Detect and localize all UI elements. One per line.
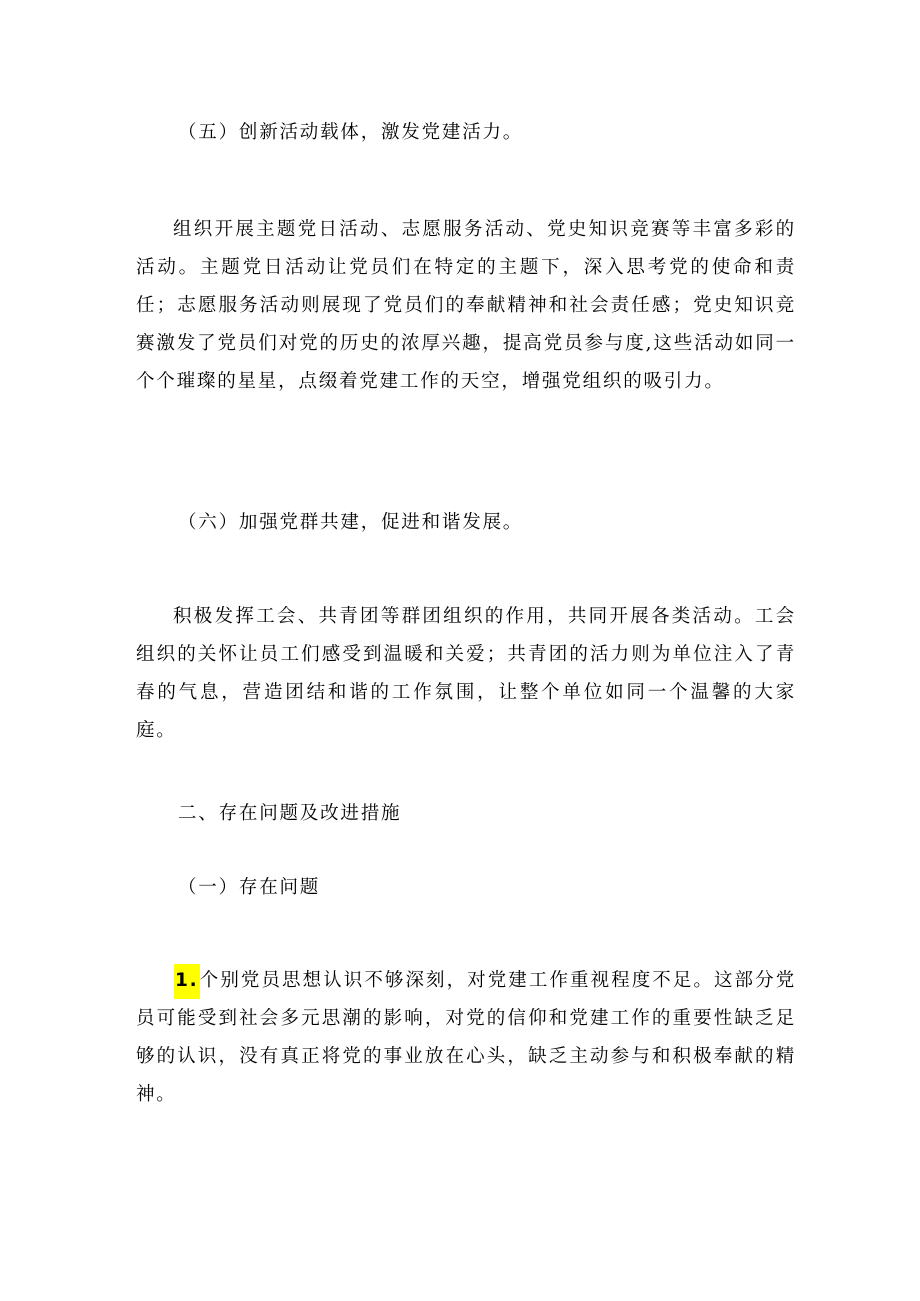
section-body-6: 积极发挥工会、共青团等群团组织的作用，共同开展各类活动。工会组织的关怀让员工们感受到温暖和关爱；共青团的活力则为单位注入了青春的气息，营造团结和谐的工作氛围，让整个单位如同一个温馨的大家庭。 xyxy=(136,606,796,741)
item-number-highlight: 1. xyxy=(174,964,200,999)
section-heading-5: （五）创新活动载体，激发党建活力。 xyxy=(178,122,524,143)
section-heading-6: （六）加强党群共建，促进和谐发展。 xyxy=(178,512,524,533)
problem-item-1-text: 个别党员思想认识不够深刻，对党建工作重视程度不足。这部分党员可能受到社会多元思潮的影响，对党的信仰和党建工作的重要性缺乏足够的认识，没有真正将党的事业放在心头，缺乏主动参与和积极奉献的精神。 xyxy=(136,970,796,1105)
part-heading-2: 二、存在问题及改进措施 xyxy=(178,803,402,824)
problem-item-1 xyxy=(136,962,796,1114)
subsection-heading-1: （一）存在问题 xyxy=(178,877,321,898)
section-body-5: 组织开展主题党日活动、志愿服务活动、党史知识竞赛等丰富多彩的活动。主题党日活动让党员们在特定的主题下，深入思考党的使命和责任；志愿服务活动则展现了党员们的奉献精神和社会责任感；党史知识竞赛激发了党员们对党的历史的浓厚兴趣，提高党员参与度,这些活动如同一个个璀璨的星星，点缀着党建工作的天空，增强党组织的吸引力。 xyxy=(136,219,796,392)
